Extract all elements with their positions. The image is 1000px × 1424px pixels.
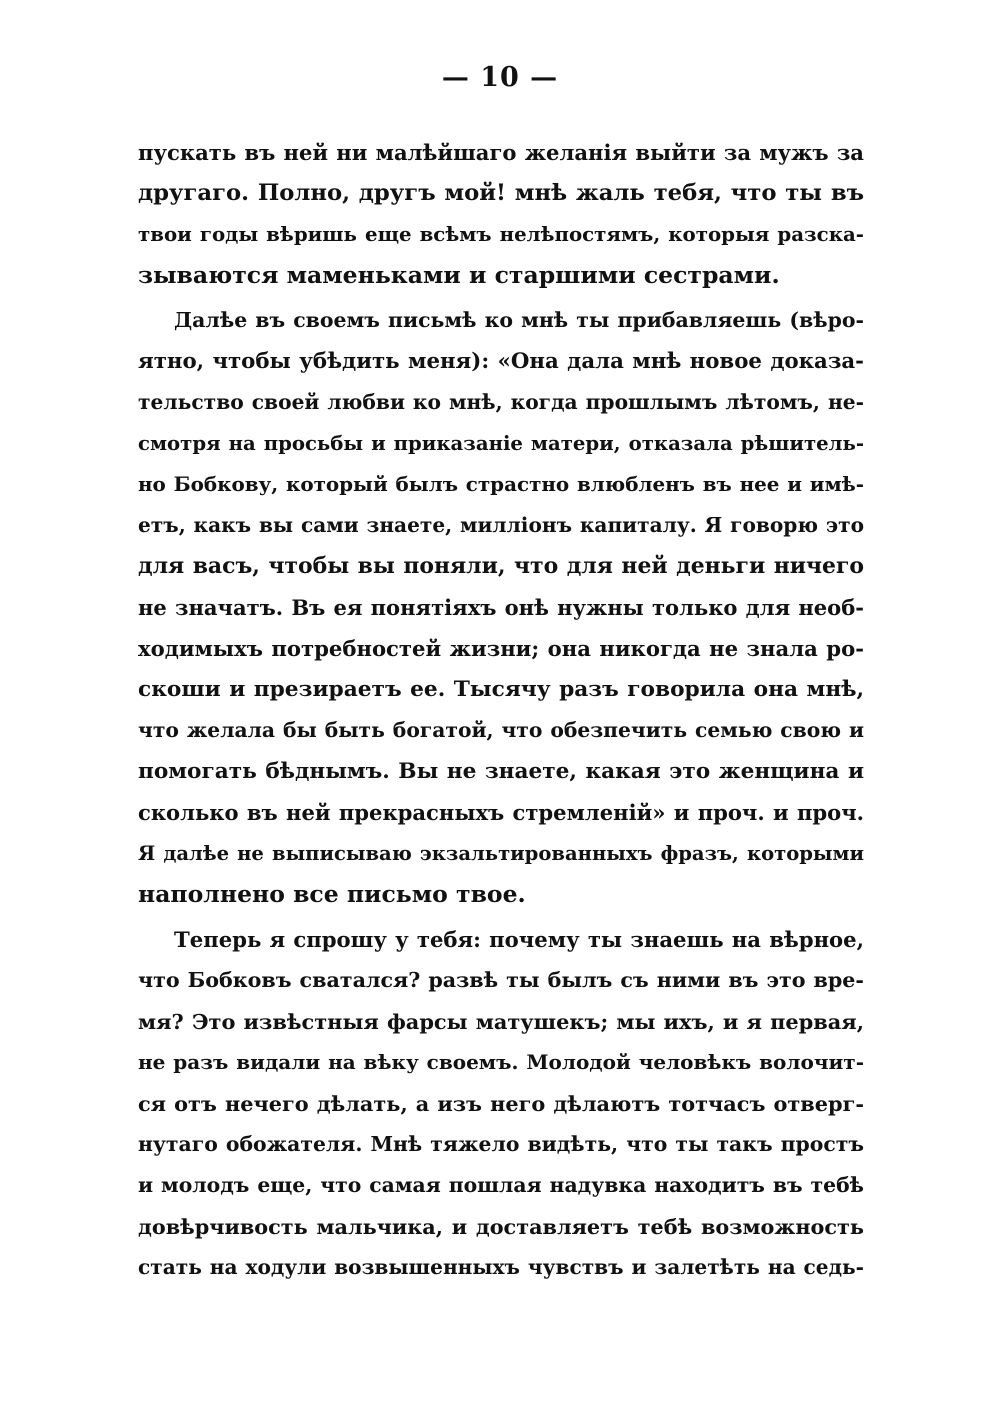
text-line: скоши и презираетъ ее. Тысячу разъ говорила она мнѣ,: [138, 677, 864, 702]
text-line: но Бобкову, который былъ страстно влюбленъ въ нее и имѣ-: [138, 472, 864, 496]
text-line: мя? Это извѣстныя фарсы матушекъ; мы ихъ, и я первая,: [138, 1009, 864, 1034]
text-line: етъ, какъ вы сами знаете, милліонъ капиталу. Я говорю это: [138, 513, 864, 537]
text-line: зываются маменьками и старшими сестрами.: [138, 261, 780, 289]
text-line: смотря на просьбы и приказаніе матери, отказала рѣшитель-: [138, 432, 864, 455]
text-line: что желала бы быть богатой, что обезпечить семью свою и: [138, 718, 864, 742]
text-line: и молодъ еще, что самая пошлая надувка находитъ въ тебѣ: [138, 1173, 864, 1197]
text-line: пускать въ ней ни малѣйшаго желанія выйти за мужъ за: [138, 140, 864, 165]
text-line: ятно, чтобы убѣдить меня): «Она дала мнѣ новое доказа-: [138, 349, 864, 374]
body-text: [138, 132, 864, 1288]
text-line: стать на ходули возвышенныхъ чувствъ и залетѣть на седь-: [138, 1255, 864, 1279]
text-line: ся отъ нечего дѣлать, а изъ него дѣлаютъ тотчасъ отверг-: [138, 1091, 864, 1116]
text-line: твои годы вѣришь еще всѣмъ нелѣпостямъ, которыя разска-: [138, 222, 864, 246]
text-line: не разъ видали на вѣку своемъ. Молодой человѣкъ волочит-: [138, 1050, 864, 1074]
text-line: ходимыхъ потребностей жизни; она никогда не знала ро-: [138, 636, 864, 661]
text-line: не значатъ. Въ ея понятіяхъ онѣ нужны только для необ-: [138, 595, 864, 620]
text-line: помогать бѣднымъ. Вы не знаете, какая это женщина и: [138, 759, 864, 784]
text-line: довѣрчивость мальчика, и доставляетъ тебѣ возможность: [138, 1214, 864, 1239]
paragraph: [138, 132, 864, 296]
text-line: для васъ, чтобы вы поняли, что для ней деньги ничего: [138, 553, 864, 579]
text-line: Теперь я спрошу у тебя: почему ты знаешь на вѣрное,: [174, 927, 864, 952]
text-line: сколько въ ней прекрасныхъ стремленій» и проч. и проч.: [138, 800, 864, 825]
page-number: — 10 —: [441, 62, 559, 93]
text-line: другаго. Полно, другъ мой! мнѣ жаль тебя, что ты въ: [138, 180, 864, 206]
text-line: нутаго обожателя. Мнѣ тяжело видѣть, что ты такъ простъ: [138, 1132, 864, 1156]
text-line: Далѣе въ своемъ письмѣ ко мнѣ ты прибавляешь (вѣро-: [174, 308, 864, 332]
paragraph: [138, 919, 864, 1288]
text-line: тельство своей любви ко мнѣ, когда прошлымъ лѣтомъ, не-: [138, 390, 864, 414]
text-line: наполнено все письмо твое.: [138, 880, 526, 908]
paragraph: [138, 300, 864, 915]
text-line: Я далѣе не выписываю экзальтированныхъ фразъ, которыми: [138, 842, 864, 865]
text-line: что Бобковъ сватался? развѣ ты былъ съ ними въ это вре-: [138, 968, 864, 992]
